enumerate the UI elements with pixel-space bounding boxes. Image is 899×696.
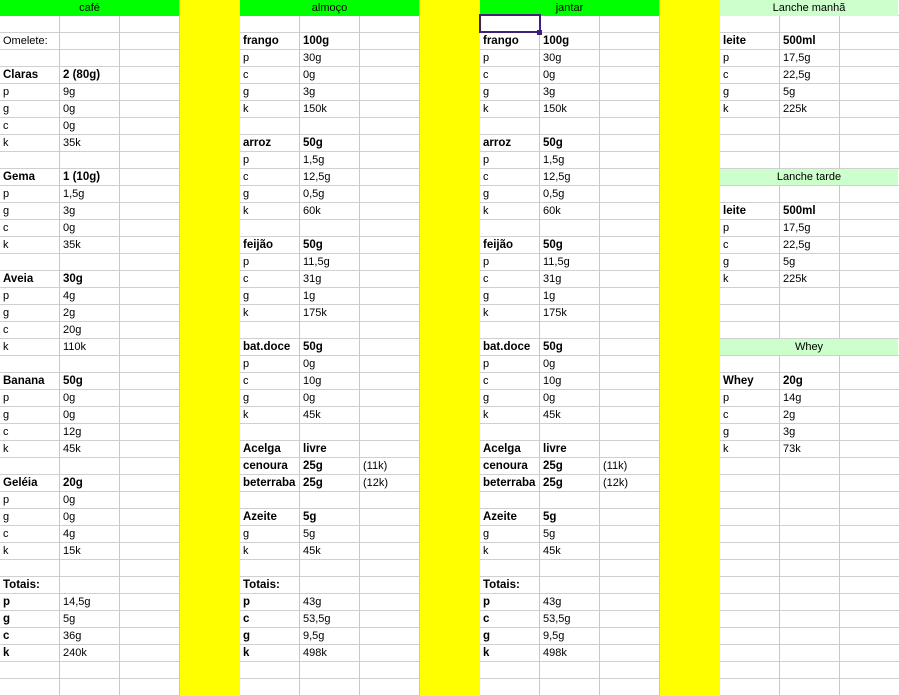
cafe-cell[interactable]: c [3,120,9,132]
lanches-cell[interactable]: k [723,103,729,115]
cafe-cell[interactable]: 36g [63,630,82,642]
almoco-cell[interactable]: (11k) [363,460,388,472]
almoco-cell[interactable]: 25g [303,460,323,472]
jantar-cell[interactable]: 43g [543,596,562,608]
lanches-cell[interactable]: p [723,52,730,64]
cafe-cell[interactable]: 4g [63,290,76,302]
cafe-cell[interactable]: 5g [63,613,76,625]
jantar-cell[interactable]: 5g [543,511,557,523]
jantar-cell[interactable]: g [483,392,490,404]
cafe-cell[interactable]: p [3,392,10,404]
jantar-cell[interactable]: c [483,273,489,285]
cafe-cell[interactable]: 15k [63,545,81,557]
jantar-cell[interactable]: 11,5g [543,256,570,268]
lanches-cell[interactable]: k [723,273,729,285]
almoco-cell[interactable]: 498k [303,647,327,659]
section-header[interactable]: café [0,0,179,16]
almoco-cell[interactable]: 53,5g [303,613,331,625]
jantar-cell[interactable]: 50g [543,341,563,353]
cafe-cell[interactable]: 30g [63,273,83,285]
jantar-cell[interactable]: k [483,307,489,319]
almoco-cell[interactable]: Totais: [243,579,280,591]
cafe-cell[interactable]: 240k [63,647,87,659]
lanches-cell[interactable]: Whey [723,375,754,387]
almoco-cell[interactable]: 5g [303,511,317,523]
cafe-cell[interactable]: k [3,137,9,149]
almoco-cell[interactable]: 0g [303,392,316,404]
cafe-cell[interactable]: Geléia [3,477,38,489]
separator-column [180,0,240,696]
cafe-cell[interactable]: p [3,290,10,302]
almoco-cell[interactable]: bat.doce [243,341,291,353]
section-header[interactable]: Lanche manhã [720,0,898,16]
lanches-cell[interactable]: 225k [783,103,807,115]
lanches-cell[interactable]: p [723,222,730,234]
cafe-cell[interactable]: 0g [63,222,76,234]
almoco-cell[interactable]: 25g [303,477,323,489]
cafe-cell[interactable]: 20g [63,324,82,336]
almoco-cell[interactable]: k [243,647,250,659]
almoco-cell[interactable]: p [243,256,250,268]
jantar-cell[interactable]: cenoura [483,460,528,472]
jantar-cell[interactable]: 3g [543,86,556,98]
jantar-cell[interactable]: 12,5g [543,171,571,183]
jantar-cell[interactable]: 150k [543,103,567,115]
jantar-cell[interactable]: (11k) [603,460,628,472]
jantar-cell[interactable]: 9,5g [543,630,565,642]
jantar-cell[interactable]: g [483,528,490,540]
jantar-cell[interactable]: Totais: [483,579,520,591]
section-header[interactable]: almoço [240,0,419,16]
almoco-cell[interactable]: cenoura [243,460,288,472]
jantar-cell[interactable]: g [483,290,490,302]
almoco-cell[interactable]: g [243,528,250,540]
lanches-cell[interactable]: 22,5g [783,69,811,81]
almoco-cell[interactable]: beterraba [243,477,296,489]
cafe-cell[interactable]: g [3,307,10,319]
almoco-cell[interactable]: 0,5g [303,188,325,200]
almoco-cell[interactable]: 31g [303,273,322,285]
almoco-cell[interactable]: c [243,375,249,387]
cafe-cell[interactable]: 4g [63,528,76,540]
almoco-cell[interactable]: 3g [303,86,316,98]
almoco-cell[interactable]: 150k [303,103,327,115]
almoco-cell[interactable]: frango [243,35,279,47]
lanches-cell[interactable]: g [723,426,730,438]
lanches-cell[interactable]: 500ml [783,35,816,47]
almoco-cell[interactable]: 50g [303,137,323,149]
cafe-cell[interactable]: 20g [63,477,83,489]
cafe-cell[interactable]: 3g [63,205,76,217]
lanches-cell[interactable]: 17,5g [783,52,811,64]
cafe-cell[interactable]: 0g [63,511,76,523]
almoco-cell[interactable]: p [243,358,250,370]
cafe-cell[interactable]: g [3,613,11,625]
fill-handle[interactable] [537,30,542,35]
cafe-cell[interactable]: p [3,188,10,200]
almoco-cell[interactable]: 9,5g [303,630,325,642]
jantar-cell[interactable]: p [483,596,491,608]
jantar-cell[interactable]: c [483,171,489,183]
jantar-cell[interactable]: p [483,154,490,166]
jantar-cell[interactable]: 60k [543,205,561,217]
lanches-cell[interactable]: 5g [783,256,796,268]
cafe-cell[interactable]: 1 (10g) [63,171,101,183]
jantar-cell[interactable]: (12k) [603,477,629,489]
jantar-cell[interactable]: p [483,256,490,268]
lanches-cell[interactable]: c [723,239,729,251]
cafe-cell[interactable]: c [3,528,9,540]
jantar-cell[interactable]: k [483,205,489,217]
cafe-cell[interactable]: Gema [3,171,35,183]
jantar-cell[interactable]: 10g [543,375,562,387]
lanches-cell[interactable]: 3g [783,426,796,438]
lanches-cell[interactable]: 500ml [783,205,816,217]
jantar-cell[interactable]: 0g [543,392,556,404]
jantar-cell[interactable]: bat.doce [483,341,531,353]
lanches-cell[interactable]: g [723,86,730,98]
jantar-cell[interactable]: g [483,86,490,98]
jantar-cell[interactable]: k [483,103,489,115]
cafe-cell[interactable]: c [3,222,9,234]
jantar-cell[interactable]: arroz [483,137,512,149]
almoco-cell[interactable]: 0g [303,69,316,81]
jantar-cell[interactable]: beterraba [483,477,536,489]
cafe-cell[interactable]: Omelete: [3,35,48,47]
almoco-cell[interactable]: c [243,273,249,285]
section-header[interactable]: Lanche tarde [720,169,898,185]
cafe-cell[interactable]: c [3,426,9,438]
almoco-cell[interactable]: p [243,154,250,166]
cafe-cell[interactable]: 35k [63,239,81,251]
cafe-cell[interactable]: g [3,511,10,523]
cafe-cell[interactable]: g [3,205,10,217]
jantar-cell[interactable]: 31g [543,273,562,285]
cafe-cell[interactable]: k [3,647,10,659]
almoco-cell[interactable]: c [243,613,250,625]
almoco-cell[interactable]: g [243,188,250,200]
almoco-cell[interactable]: k [243,307,249,319]
cafe-cell[interactable]: 2g [63,307,76,319]
almoco-cell[interactable]: 50g [303,239,323,251]
jantar-cell[interactable]: 50g [543,137,563,149]
almoco-cell[interactable]: 12,5g [303,171,331,183]
cafe-cell[interactable]: Claras [3,69,39,81]
almoco-cell[interactable]: k [243,103,249,115]
jantar-cell[interactable]: 5g [543,528,556,540]
almoco-cell[interactable]: 43g [303,596,322,608]
jantar-cell[interactable]: g [483,630,491,642]
cafe-cell[interactable]: 45k [63,443,81,455]
cafe-cell[interactable]: g [3,409,10,421]
almoco-cell[interactable]: 45k [303,409,321,421]
cafe-cell[interactable]: 12g [63,426,82,438]
almoco-cell[interactable]: g [243,392,250,404]
almoco-cell[interactable]: 11,5g [303,256,330,268]
jantar-cell[interactable]: 1,5g [543,154,565,166]
almoco-cell[interactable]: p [243,596,251,608]
cafe-cell[interactable]: 1,5g [63,188,85,200]
cafe-cell[interactable]: c [3,630,10,642]
jantar-cell[interactable]: g [483,188,490,200]
jantar-cell[interactable]: c [483,613,490,625]
cafe-cell[interactable]: p [3,86,10,98]
almoco-cell[interactable]: livre [303,443,327,455]
almoco-cell[interactable]: 100g [303,35,330,47]
jantar-cell[interactable]: 0g [543,69,556,81]
cafe-cell[interactable]: 35k [63,137,81,149]
cafe-cell[interactable]: 9g [63,86,76,98]
almoco-cell[interactable]: g [243,290,250,302]
lanches-cell[interactable]: 20g [783,375,803,387]
jantar-cell[interactable]: 45k [543,545,561,557]
jantar-cell[interactable]: livre [543,443,567,455]
grid-col-line [599,0,600,696]
jantar-cell[interactable]: 25g [543,460,563,472]
lanches-cell[interactable]: 2g [783,409,796,421]
jantar-cell[interactable]: 175k [543,307,567,319]
jantar-cell[interactable]: 0g [543,358,556,370]
almoco-cell[interactable]: 175k [303,307,327,319]
almoco-cell[interactable]: feijão [243,239,274,251]
almoco-cell[interactable]: 30g [303,52,322,64]
almoco-cell[interactable]: 50g [303,341,323,353]
jantar-cell[interactable]: k [483,647,490,659]
lanches-cell[interactable]: 17,5g [783,222,811,234]
almoco-cell[interactable]: 1g [303,290,316,302]
almoco-cell[interactable]: c [243,69,249,81]
jantar-cell[interactable]: 53,5g [543,613,571,625]
cafe-cell[interactable]: 0g [63,120,76,132]
lanches-cell[interactable]: leite [723,35,747,47]
almoco-cell[interactable]: g [243,86,250,98]
jantar-cell[interactable]: 100g [543,35,570,47]
jantar-cell[interactable]: p [483,358,490,370]
almoco-cell[interactable]: 45k [303,545,321,557]
cafe-cell[interactable]: Totais: [3,579,40,591]
jantar-cell[interactable]: 25g [543,477,563,489]
cafe-cell[interactable]: k [3,545,9,557]
cafe-cell[interactable]: g [3,103,10,115]
cafe-cell[interactable]: k [3,443,9,455]
cafe-cell[interactable]: 0g [63,409,76,421]
jantar-cell[interactable]: 498k [543,647,567,659]
cafe-cell[interactable]: p [3,596,11,608]
almoco-cell[interactable]: p [243,52,250,64]
cafe-cell[interactable]: 50g [63,375,83,387]
jantar-cell[interactable]: 0,5g [543,188,565,200]
lanches-cell[interactable]: 22,5g [783,239,811,251]
lanches-cell[interactable]: 225k [783,273,807,285]
section-header[interactable]: Whey [720,339,898,355]
jantar-cell[interactable]: 30g [543,52,562,64]
cafe-cell[interactable]: k [3,239,9,251]
cafe-cell[interactable]: c [3,324,9,336]
jantar-cell[interactable]: 1g [543,290,556,302]
cafe-cell[interactable]: 2 (80g) [63,69,101,81]
almoco-cell[interactable]: 10g [303,375,322,387]
jantar-cell[interactable]: c [483,69,489,81]
separator-column [420,0,480,696]
jantar-cell[interactable]: Azeite [483,511,517,523]
almoco-cell[interactable]: (12k) [363,477,389,489]
cafe-cell[interactable]: k [3,341,9,353]
lanches-cell[interactable]: c [723,69,729,81]
almoco-cell[interactable]: 60k [303,205,321,217]
cafe-cell[interactable]: 0g [63,103,76,115]
jantar-cell[interactable]: feijão [483,239,514,251]
lanches-cell[interactable]: k [723,443,729,455]
jantar-cell[interactable]: k [483,545,489,557]
jantar-cell[interactable]: k [483,409,489,421]
grid-col-line [359,0,360,696]
almoco-cell[interactable]: k [243,545,249,557]
cafe-cell[interactable]: Aveia [3,273,34,285]
almoco-cell[interactable]: k [243,409,249,421]
lanches-cell[interactable]: 5g [783,86,796,98]
cafe-cell[interactable]: 0g [63,392,76,404]
jantar-cell[interactable]: p [483,52,490,64]
almoco-cell[interactable]: k [243,205,249,217]
cafe-cell[interactable]: p [3,494,10,506]
almoco-cell[interactable]: Acelga [243,443,281,455]
lanches-cell[interactable]: 73k [783,443,801,455]
jantar-cell[interactable]: 45k [543,409,561,421]
almoco-cell[interactable]: Azeite [243,511,277,523]
cafe-cell[interactable]: Banana [3,375,45,387]
lanches-cell[interactable]: p [723,392,730,404]
cafe-cell[interactable]: 0g [63,494,76,506]
lanches-cell[interactable]: c [723,409,729,421]
cafe-cell[interactable]: 110k [63,341,87,353]
section-header[interactable]: jantar [480,0,659,16]
almoco-cell[interactable]: 5g [303,528,316,540]
lanches-cell[interactable]: g [723,256,730,268]
lanches-cell[interactable]: leite [723,205,747,217]
jantar-cell[interactable]: 50g [543,239,563,251]
active-cell-selection[interactable] [479,14,541,33]
almoco-cell[interactable]: g [243,630,251,642]
almoco-cell[interactable]: 1,5g [303,154,325,166]
jantar-cell[interactable]: frango [483,35,519,47]
jantar-cell[interactable]: Acelga [483,443,521,455]
separator-column [660,0,720,696]
cafe-cell[interactable]: 14,5g [63,596,91,608]
almoco-cell[interactable]: 0g [303,358,316,370]
almoco-cell[interactable]: arroz [243,137,272,149]
almoco-cell[interactable]: c [243,171,249,183]
grid-col-line [119,0,120,696]
lanches-cell[interactable]: 14g [783,392,802,404]
jantar-cell[interactable]: c [483,375,489,387]
